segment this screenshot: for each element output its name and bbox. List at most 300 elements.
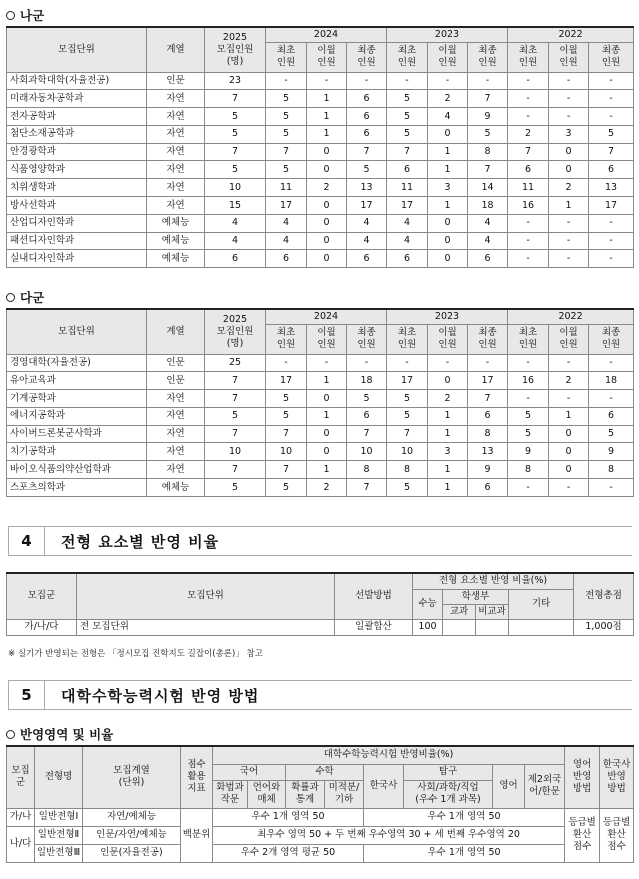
value-cell: 7 [347, 479, 387, 497]
value-cell: 4 [387, 214, 428, 232]
ratio-header-non-subject: 비교과 [476, 604, 509, 619]
value-cell: 8 [347, 461, 387, 479]
value-cell: 인문 [147, 354, 205, 372]
value-cell: - [387, 72, 428, 90]
s5-header-group: 모집 군 [7, 746, 35, 808]
value-cell: 4 [468, 214, 508, 232]
value-cell: - [549, 232, 589, 250]
value-cell: 6 [508, 161, 549, 179]
value-cell: 3 [428, 179, 468, 197]
ratio-header-ratio: 전형 요소별 반영 비율(%) [413, 573, 574, 589]
value-cell: 2 [428, 390, 468, 408]
value-cell: - [549, 479, 589, 497]
s5-row2-group: 나/다 [7, 826, 35, 862]
value-cell: - [307, 354, 347, 372]
value-cell: 5 [266, 108, 307, 126]
value-cell: 18 [468, 197, 508, 215]
nagun-table [6, 26, 634, 268]
value-cell: 17 [347, 197, 387, 215]
value-cell: 자연 [147, 90, 205, 108]
ring-bullet-icon [6, 293, 15, 302]
ratio-header-method: 선발방법 [335, 573, 413, 619]
nagun-header-field: 계열 [147, 27, 205, 72]
value-cell: 7 [205, 461, 266, 479]
unit-name-cell: 치위생학과 [7, 179, 147, 197]
value-cell: 4 [266, 232, 307, 250]
ratio-table [6, 572, 634, 636]
s5-header-math: 수학 [286, 764, 364, 780]
value-cell: 7 [266, 461, 307, 479]
value-cell: 2 [549, 179, 589, 197]
section-4-number: 4 [9, 527, 45, 555]
value-cell: 5 [508, 407, 549, 425]
nagun-header-sub: 이월 인원 [428, 42, 468, 72]
value-cell: 6 [205, 250, 266, 268]
dagun-header-sub: 이월 인원 [428, 324, 468, 354]
s5-row1-text2: 우수 1개 영역 50 [364, 808, 565, 826]
value-cell: 6 [347, 407, 387, 425]
value-cell: - [428, 72, 468, 90]
section-4-header [8, 526, 632, 556]
unit-name-cell: 패션디자인학과 [7, 232, 147, 250]
value-cell: 9 [468, 108, 508, 126]
s5-header-field: 모집계열 (단위) [83, 746, 181, 808]
value-cell: 6 [468, 250, 508, 268]
s5-row1-type: 일반전형Ⅰ [35, 808, 83, 826]
value-cell: 7 [205, 390, 266, 408]
value-cell: - [589, 354, 634, 372]
section-5-header [8, 680, 632, 710]
value-cell: 5 [508, 425, 549, 443]
value-cell: 0 [428, 250, 468, 268]
ratio-note: ※ 실기가 반영되는 전형은 「정시모집 진학지도 길잡이(총론)」 참고 [8, 649, 263, 659]
dagun-header-sub: 최초 인원 [266, 324, 307, 354]
value-cell: 자연 [147, 143, 205, 161]
value-cell: - [549, 72, 589, 90]
value-cell: 1 [428, 479, 468, 497]
value-cell: - [508, 108, 549, 126]
s5-score-index: 백분위 [181, 808, 213, 862]
ratio-header-subject: 교과 [443, 604, 476, 619]
value-cell: - [589, 232, 634, 250]
value-cell: 4 [266, 214, 307, 232]
value-cell: 13 [347, 179, 387, 197]
s5-row3-text1: 우수 2개 영역 평균 50 [213, 844, 364, 862]
table-row [7, 425, 634, 443]
s5-header-english-method: 영어 반영 방법 [565, 746, 600, 808]
value-cell: 0 [307, 443, 347, 461]
s5-header-foreign: 제2외국 어/한문 [525, 764, 565, 808]
dagun-header-year: 2023 [387, 309, 508, 324]
value-cell: 14 [468, 179, 508, 197]
value-cell: 8 [508, 461, 549, 479]
value-cell: 0 [549, 143, 589, 161]
value-cell: 10 [205, 179, 266, 197]
value-cell: 7 [266, 425, 307, 443]
s5-row2-type: 일반전형Ⅱ [35, 826, 83, 844]
value-cell: 8 [589, 461, 634, 479]
value-cell: 8 [468, 143, 508, 161]
value-cell: 1 [307, 407, 347, 425]
value-cell: 0 [428, 214, 468, 232]
s5-header-type: 전형명 [35, 746, 83, 808]
value-cell: - [468, 72, 508, 90]
value-cell: 1 [549, 197, 589, 215]
value-cell: 0 [307, 390, 347, 408]
value-cell: 5 [266, 407, 307, 425]
value-cell: 15 [205, 197, 266, 215]
value-cell: 5 [468, 125, 508, 143]
value-cell: 7 [205, 372, 266, 390]
unit-name-cell: 기계공학과 [7, 390, 147, 408]
nagun-header-sub: 최종 인원 [347, 42, 387, 72]
value-cell: 4 [347, 214, 387, 232]
value-cell: - [549, 390, 589, 408]
value-cell: 0 [307, 214, 347, 232]
dagun-header-sub: 이월 인원 [549, 324, 589, 354]
value-cell: - [549, 90, 589, 108]
value-cell: 5 [266, 125, 307, 143]
value-cell: - [468, 354, 508, 372]
s5-history-method: 등급별 환산 점수 [600, 808, 634, 862]
value-cell: 7 [468, 161, 508, 179]
s5-header-inquiry: 탐구 [404, 764, 493, 780]
value-cell: 5 [387, 108, 428, 126]
value-cell: 10 [347, 443, 387, 461]
dagun-header-sub: 최초 인원 [387, 324, 428, 354]
unit-name-cell: 치기공학과 [7, 443, 147, 461]
value-cell: 자연 [147, 407, 205, 425]
value-cell: - [266, 72, 307, 90]
value-cell: - [549, 108, 589, 126]
table-row [7, 214, 634, 232]
value-cell: 2 [549, 372, 589, 390]
nagun-header-sub: 최초 인원 [387, 42, 428, 72]
s5-row2-field: 인문/자연/예체능 [83, 826, 181, 844]
dagun-header-year: 2024 [266, 309, 387, 324]
value-cell: 8 [387, 461, 428, 479]
value-cell: - [307, 72, 347, 90]
nagun-header-sub: 최종 인원 [589, 42, 634, 72]
value-cell: 7 [468, 390, 508, 408]
unit-name-cell: 산업디자인학과 [7, 214, 147, 232]
value-cell: 7 [387, 143, 428, 161]
value-cell: 5 [205, 125, 266, 143]
value-cell: - [387, 354, 428, 372]
value-cell: 13 [468, 443, 508, 461]
section-5-subheading-text: 반영영역 및 비율 [20, 727, 114, 742]
nagun-header-quota: 2025 모집인원 (명) [205, 27, 266, 72]
value-cell: 6 [387, 250, 428, 268]
table-row [7, 197, 634, 215]
unit-name-cell: 전자공학과 [7, 108, 147, 126]
table-row [7, 143, 634, 161]
dagun-header-field: 계열 [147, 309, 205, 354]
value-cell: 6 [589, 407, 634, 425]
value-cell: 7 [266, 143, 307, 161]
nagun-header-year: 2023 [387, 27, 508, 42]
unit-name-cell: 사이버드론봇군사학과 [7, 425, 147, 443]
value-cell: 자연 [147, 443, 205, 461]
suneung-table [6, 745, 634, 863]
value-cell: 0 [549, 461, 589, 479]
value-cell: - [508, 72, 549, 90]
table-row [7, 443, 634, 461]
value-cell: 자연 [147, 161, 205, 179]
ratio-header-etc: 기타 [509, 589, 574, 619]
value-cell: 5 [387, 90, 428, 108]
value-cell: 0 [549, 161, 589, 179]
value-cell: 1 [307, 108, 347, 126]
value-cell: - [589, 250, 634, 268]
s5-header-m1: 확률과 통계 [286, 780, 325, 808]
value-cell: 6 [347, 125, 387, 143]
s5-english-method: 등급별 환산 점수 [565, 808, 600, 862]
value-cell: 4 [347, 232, 387, 250]
section-4-title: 전형 요소별 반영 비율 [61, 532, 220, 551]
value-cell: 13 [589, 179, 634, 197]
unit-name-cell: 에너지공학과 [7, 407, 147, 425]
dagun-header-sub: 최종 인원 [468, 324, 508, 354]
value-cell: 0 [428, 125, 468, 143]
value-cell: 예체능 [147, 479, 205, 497]
value-cell: - [508, 354, 549, 372]
value-cell: 4 [205, 214, 266, 232]
s5-header-inq: 사회/과학/직업 (우수 1개 과목) [404, 780, 493, 808]
value-cell: 7 [347, 425, 387, 443]
value-cell: 6 [468, 407, 508, 425]
value-cell: 4 [468, 232, 508, 250]
value-cell: 자연 [147, 390, 205, 408]
unit-name-cell: 사회과학대학(자율전공) [7, 72, 147, 90]
s5-header-k1: 화법과 작문 [213, 780, 248, 808]
ratio-header-school: 학생부 [443, 589, 509, 604]
value-cell: 1 [307, 372, 347, 390]
ratio-header-suneung: 수능 [413, 589, 443, 619]
value-cell: 5 [205, 407, 266, 425]
value-cell: 10 [387, 443, 428, 461]
value-cell: - [589, 214, 634, 232]
value-cell: 3 [428, 443, 468, 461]
table-row [7, 179, 634, 197]
value-cell: 2 [428, 90, 468, 108]
dagun-table [6, 308, 634, 497]
table-row [7, 390, 634, 408]
value-cell: 5 [266, 90, 307, 108]
value-cell: 0 [307, 197, 347, 215]
value-cell: 11 [387, 179, 428, 197]
value-cell: 5 [266, 479, 307, 497]
value-cell: 예체능 [147, 232, 205, 250]
table-row [7, 108, 634, 126]
table-row [7, 372, 634, 390]
value-cell: 예체능 [147, 250, 205, 268]
s5-header-korean: 국어 [213, 764, 286, 780]
value-cell: 0 [549, 425, 589, 443]
nagun-header-sub: 이월 인원 [307, 42, 347, 72]
value-cell: 6 [347, 108, 387, 126]
value-cell: 18 [347, 372, 387, 390]
value-cell: 5 [347, 161, 387, 179]
value-cell: 1 [428, 197, 468, 215]
value-cell: 5 [589, 125, 634, 143]
nagun-header-year: 2022 [508, 27, 634, 42]
value-cell: - [347, 72, 387, 90]
value-cell: 16 [508, 372, 549, 390]
value-cell: - [428, 354, 468, 372]
value-cell: 10 [266, 443, 307, 461]
value-cell: 25 [205, 354, 266, 372]
value-cell: 17 [387, 372, 428, 390]
value-cell: 자연 [147, 179, 205, 197]
value-cell: 자연 [147, 125, 205, 143]
nagun-header-sub: 최종 인원 [468, 42, 508, 72]
value-cell: 6 [266, 250, 307, 268]
value-cell: 5 [205, 161, 266, 179]
value-cell: 16 [508, 197, 549, 215]
ratio-header-unit: 모집단위 [77, 573, 335, 619]
dagun-header-sub: 최종 인원 [589, 324, 634, 354]
nagun-header-sub: 최초 인원 [266, 42, 307, 72]
table-row [7, 461, 634, 479]
s5-header-m2: 미적분/ 기하 [325, 780, 364, 808]
table-row [7, 90, 634, 108]
s5-header-history-method: 한국사 반영 방법 [600, 746, 634, 808]
value-cell: - [508, 390, 549, 408]
value-cell: 0 [549, 443, 589, 461]
ratio-cell-non-subject [476, 619, 509, 635]
value-cell: - [508, 250, 549, 268]
dagun-header-sub: 최초 인원 [508, 324, 549, 354]
dagun-header-unit: 모집단위 [7, 309, 147, 354]
value-cell: 9 [468, 461, 508, 479]
value-cell: 4 [428, 108, 468, 126]
value-cell: 2 [307, 479, 347, 497]
value-cell: 6 [347, 250, 387, 268]
s5-row2-text1: 최우수 영역 50 + 두 번째 우수영역 30 + 세 번째 우수영역 20 [213, 826, 565, 844]
value-cell: - [549, 354, 589, 372]
value-cell: 5 [347, 390, 387, 408]
value-cell: 예체능 [147, 214, 205, 232]
value-cell: 5 [266, 161, 307, 179]
value-cell: 4 [387, 232, 428, 250]
value-cell: 7 [387, 425, 428, 443]
s5-row3-type: 일반전형Ⅲ [35, 844, 83, 862]
dagun-header-year: 2022 [508, 309, 634, 324]
ratio-cell-total: 1,000점 [574, 619, 634, 635]
value-cell: 5 [387, 125, 428, 143]
dagun-header-sub: 이월 인원 [307, 324, 347, 354]
s5-row3-text2: 우수 1개 영역 50 [364, 844, 565, 862]
unit-name-cell: 식품영양학과 [7, 161, 147, 179]
table-row [7, 407, 634, 425]
value-cell: - [266, 354, 307, 372]
value-cell: 6 [589, 161, 634, 179]
value-cell: 0 [428, 232, 468, 250]
unit-name-cell: 실내디자인학과 [7, 250, 147, 268]
value-cell: 17 [589, 197, 634, 215]
unit-name-cell: 미래자동차공학과 [7, 90, 147, 108]
value-cell: - [508, 232, 549, 250]
value-cell: 6 [387, 161, 428, 179]
value-cell: 11 [266, 179, 307, 197]
value-cell: 17 [266, 372, 307, 390]
value-cell: 9 [508, 443, 549, 461]
table-row [7, 125, 634, 143]
section-5-subheading [6, 725, 113, 743]
value-cell: 0 [307, 143, 347, 161]
value-cell: - [347, 354, 387, 372]
value-cell: 17 [468, 372, 508, 390]
value-cell: 7 [205, 90, 266, 108]
value-cell: 0 [307, 232, 347, 250]
value-cell: - [508, 214, 549, 232]
unit-name-cell: 스포츠의학과 [7, 479, 147, 497]
unit-name-cell: 바이오식품의약산업학과 [7, 461, 147, 479]
dagun-heading [6, 288, 44, 306]
value-cell: - [508, 90, 549, 108]
value-cell: 0 [428, 372, 468, 390]
value-cell: 1 [428, 143, 468, 161]
value-cell: 인문 [147, 72, 205, 90]
ratio-cell-suneung: 100 [413, 619, 443, 635]
value-cell: 5 [589, 425, 634, 443]
value-cell: 11 [508, 179, 549, 197]
value-cell: 5 [205, 108, 266, 126]
s5-row3-field: 인문(자율전공) [83, 844, 181, 862]
value-cell: 1 [428, 461, 468, 479]
value-cell: 17 [387, 197, 428, 215]
value-cell: 10 [205, 443, 266, 461]
value-cell: 5 [266, 390, 307, 408]
ratio-header-total: 전형총점 [574, 573, 634, 619]
value-cell: 5 [387, 479, 428, 497]
value-cell: 6 [468, 479, 508, 497]
value-cell: 1 [307, 90, 347, 108]
value-cell: 6 [347, 90, 387, 108]
value-cell: 8 [468, 425, 508, 443]
nagun-header-unit: 모집단위 [7, 27, 147, 72]
s5-header-ratio: 대학수학능력시험 반영비율(%) [213, 746, 565, 764]
value-cell: 0 [307, 250, 347, 268]
ratio-cell-method: 일괄합산 [335, 619, 413, 635]
s5-row1-text1: 우수 1개 영역 50 [213, 808, 364, 826]
value-cell: 0 [307, 425, 347, 443]
value-cell: 2 [307, 179, 347, 197]
ratio-cell-group: 가/나/다 [7, 619, 77, 635]
section-5-title: 대학수학능력시험 반영 방법 [61, 686, 260, 705]
value-cell: 1 [307, 125, 347, 143]
value-cell: 2 [508, 125, 549, 143]
table-row [7, 479, 634, 497]
value-cell: - [549, 250, 589, 268]
value-cell: 0 [307, 161, 347, 179]
table-row [7, 161, 634, 179]
nagun-heading-text: 나군 [20, 8, 45, 23]
s5-row1-field: 자연/예체능 [83, 808, 181, 826]
value-cell: 9 [589, 443, 634, 461]
value-cell: - [508, 479, 549, 497]
nagun-heading [6, 6, 44, 24]
unit-name-cell: 경영대학(자율전공) [7, 354, 147, 372]
value-cell: - [589, 479, 634, 497]
ratio-cell-etc [509, 619, 574, 635]
value-cell: 5 [205, 479, 266, 497]
value-cell: 인문 [147, 372, 205, 390]
unit-name-cell: 첨단소재공학과 [7, 125, 147, 143]
table-row [7, 72, 634, 90]
value-cell: - [549, 214, 589, 232]
